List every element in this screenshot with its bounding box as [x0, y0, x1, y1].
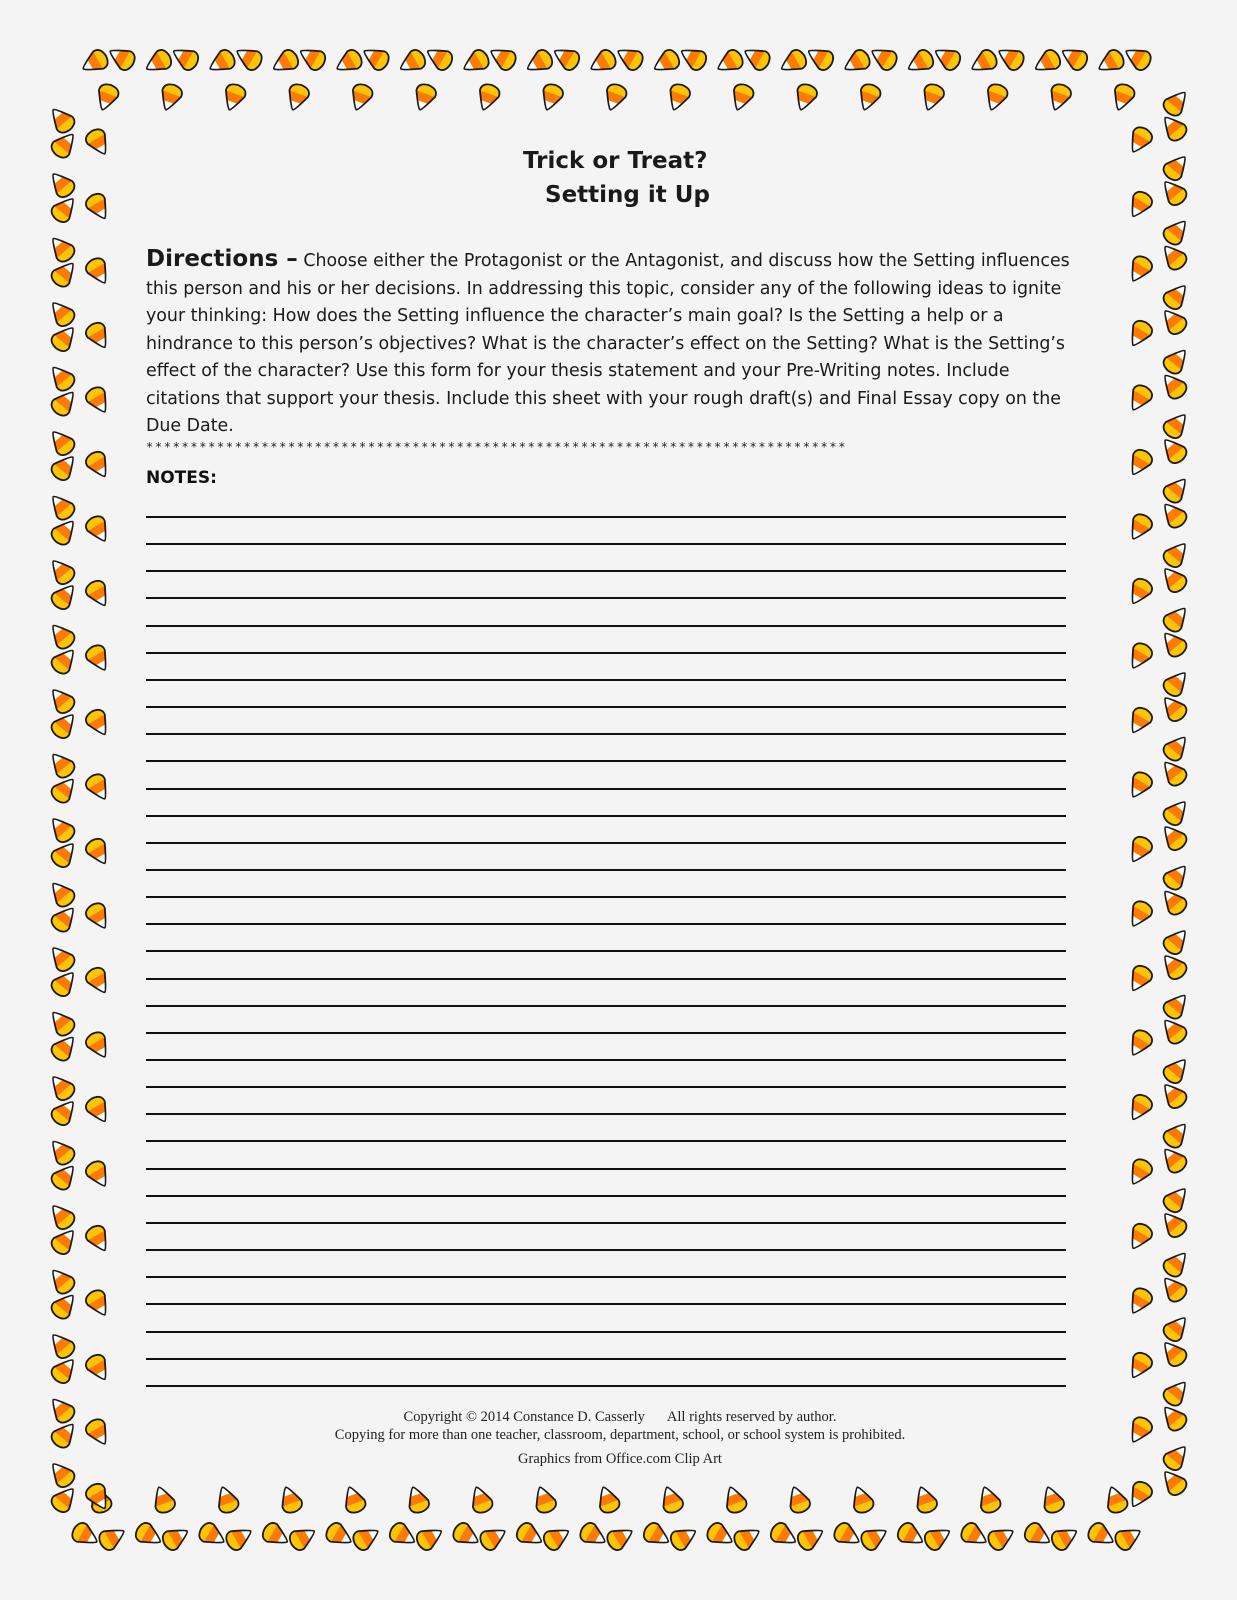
- candy-corn-icon: [78, 47, 111, 77]
- ruled-line: [146, 1222, 1066, 1224]
- rights-text: All rights reserved by author.: [666, 1409, 837, 1425]
- candy-corn-icon: [46, 555, 78, 588]
- candy-corn-icon: [48, 1225, 80, 1258]
- candy-corn-icon: [48, 1483, 80, 1516]
- candy-corn-icon: [1158, 885, 1190, 918]
- ruled-line: [146, 978, 1066, 980]
- candy-corn-icon: [958, 1520, 991, 1550]
- candy-corn-icon: [46, 103, 78, 136]
- candy-corn-icon: [423, 43, 456, 73]
- candy-corn-icon: [1158, 111, 1190, 144]
- candy-corn-icon: [1158, 1208, 1190, 1241]
- candy-corn-icon: [867, 43, 900, 73]
- ruled-line: [146, 1168, 1066, 1170]
- candy-corn-icon: [848, 1484, 876, 1515]
- candy-corn-icon: [387, 1520, 420, 1550]
- candy-corn-icon: [895, 1520, 928, 1550]
- candy-corn-icon: [48, 386, 80, 419]
- directions-paragraph: [146, 246, 1076, 441]
- candy-corn-icon: [919, 82, 947, 113]
- candy-corn-icon: [1125, 1350, 1155, 1383]
- candy-corn-icon: [792, 82, 820, 113]
- candy-corn-icon: [1160, 86, 1192, 119]
- candy-corn-icon: [658, 1484, 686, 1515]
- candy-corn-icon: [83, 965, 113, 998]
- candy-corn-icon: [1125, 124, 1155, 157]
- candy-corn-icon: [46, 684, 78, 717]
- candy-corn-icon: [93, 82, 121, 113]
- ruled-line: [146, 1331, 1066, 1333]
- candy-corn-icon: [48, 773, 80, 806]
- candy-corn-icon: [1125, 1414, 1155, 1447]
- candy-corn-icon: [83, 191, 113, 224]
- candy-corn-icon: [1125, 1479, 1155, 1512]
- candy-corn-icon: [1158, 821, 1190, 854]
- ruled-line: [146, 679, 1066, 681]
- candy-corn-icon: [323, 1520, 356, 1550]
- candy-corn-icon: [86, 1484, 114, 1515]
- candy-corn-icon: [277, 1484, 305, 1515]
- candy-corn-icon: [1158, 369, 1190, 402]
- candy-corn-icon: [169, 43, 202, 73]
- candy-corn-icon: [459, 47, 492, 77]
- copyright-text: Copyright © 2014 Constance D. Casserly: [403, 1409, 645, 1425]
- candy-corn-icon: [232, 43, 265, 73]
- candy-corn-icon: [46, 1264, 78, 1297]
- candy-corn-icon: [840, 47, 873, 77]
- candy-corn-icon: [48, 967, 80, 1000]
- candy-corn-icon: [83, 1416, 113, 1449]
- worksheet-subtitle: Setting it Up: [545, 182, 710, 208]
- candy-corn-icon: [1125, 834, 1155, 867]
- candy-corn-icon: [350, 1523, 383, 1553]
- candy-corn-icon: [396, 47, 429, 77]
- ruled-line: [146, 1195, 1066, 1197]
- candy-corn-icon: [46, 361, 78, 394]
- graphics-credit: Graphics from Office.com Clip Art: [518, 1451, 722, 1467]
- candy-corn-icon: [83, 771, 113, 804]
- copyright-line: [200, 1409, 1040, 1426]
- candy-corn-icon: [1158, 627, 1190, 660]
- candy-corn-icon: [46, 1135, 78, 1168]
- candy-corn-icon: [777, 47, 810, 77]
- candy-corn-icon: [205, 47, 238, 77]
- candy-corn-icon: [1160, 344, 1192, 377]
- candy-corn-icon: [1160, 280, 1192, 313]
- candy-corn-icon: [650, 47, 683, 77]
- candy-corn-icon: [994, 43, 1027, 73]
- candy-corn-icon: [1125, 1027, 1155, 1060]
- candy-corn-icon: [160, 1523, 193, 1553]
- candy-corn-icon: [1125, 963, 1155, 996]
- candy-corn-icon: [1160, 409, 1192, 442]
- candy-corn-icon: [48, 644, 80, 677]
- candy-corn-icon: [931, 43, 964, 73]
- candy-corn-icon: [1160, 602, 1192, 635]
- ruled-line: [146, 1140, 1066, 1142]
- candy-corn-icon: [150, 1484, 178, 1515]
- candy-corn-icon: [48, 1354, 80, 1387]
- candy-corn-icon: [1158, 1143, 1190, 1176]
- candy-corn-icon: [1160, 667, 1192, 700]
- candy-corn-icon: [1160, 925, 1192, 958]
- candy-corn-icon: [213, 1484, 241, 1515]
- candy-corn-icon: [1125, 1156, 1155, 1189]
- candy-corn-icon: [46, 1200, 78, 1233]
- candy-corn-icon: [133, 1520, 166, 1550]
- candy-corn-icon: [641, 1520, 674, 1550]
- candy-corn-icon: [531, 1484, 559, 1515]
- candy-corn-icon: [982, 82, 1010, 113]
- candy-corn-icon: [83, 513, 113, 546]
- candy-corn-icon: [46, 232, 78, 265]
- candy-corn-icon: [359, 43, 392, 73]
- candy-corn-icon: [613, 43, 646, 73]
- candy-corn-icon: [728, 82, 756, 113]
- candy-corn-icon: [855, 82, 883, 113]
- candy-corn-icon: [1125, 447, 1155, 480]
- candy-corn-icon: [1125, 898, 1155, 931]
- candy-corn-icon: [550, 43, 583, 73]
- candy-corn-icon: [1125, 189, 1155, 222]
- ruled-line: [146, 597, 1066, 599]
- candy-corn-icon: [1125, 253, 1155, 286]
- candy-corn-icon: [196, 1520, 229, 1550]
- candy-corn-icon: [83, 1094, 113, 1127]
- candy-corn-icon: [411, 82, 439, 113]
- candy-corn-icon: [83, 320, 113, 353]
- ruled-line: [146, 1249, 1066, 1251]
- ruled-line: [146, 760, 1066, 762]
- candy-corn-icon: [46, 1006, 78, 1039]
- candy-corn-icon: [83, 578, 113, 611]
- candy-corn-icon: [967, 47, 1000, 77]
- candy-corn-icon: [1094, 47, 1127, 77]
- candy-corn-icon: [1125, 1221, 1155, 1254]
- candy-corn-icon: [1125, 318, 1155, 351]
- candy-corn-icon: [541, 1523, 574, 1553]
- asterisk-divider: *******************************************************************************: [146, 440, 848, 454]
- candy-corn-icon: [1160, 151, 1192, 184]
- candy-corn-icon: [1160, 538, 1192, 571]
- candy-corn-icon: [1112, 1523, 1145, 1553]
- candy-corn-icon: [785, 1484, 813, 1515]
- ruled-line: [146, 516, 1066, 518]
- candy-corn-icon: [83, 126, 113, 159]
- candy-corn-icon: [1109, 82, 1137, 113]
- candy-corn-icon: [1125, 511, 1155, 544]
- ruled-line: [146, 1303, 1066, 1305]
- candy-corn-icon: [48, 902, 80, 935]
- worksheet-title: Trick or Treat?: [523, 148, 708, 174]
- directions-text: Choose either the Protagonist or the Antagonist, and discuss how the Setting influences this person and his or her decisions. In addressing this topic, consider any of the following ideas to ignite your thinking: How does the Setting influence the character’s main goal? Is the Setting a help or a hindrance to this person’s objectives? What is the character’s effect on the Setting? What is the Setting’s effect of the character? Use this form for your thesis statement and your Pre-Writing notes. Include citations that support your thesis. Include this sheet with your rough draft(s) and Final Essay copy on the Due Date.: [146, 251, 1070, 436]
- candy-corn-icon: [1160, 796, 1192, 829]
- candy-corn-icon: [514, 1520, 547, 1550]
- candy-corn-icon: [486, 43, 519, 73]
- candy-corn-icon: [48, 580, 80, 613]
- candy-corn-icon: [46, 748, 78, 781]
- candy-corn-icon: [296, 43, 329, 73]
- candy-corn-icon: [83, 707, 113, 740]
- candy-corn-icon: [414, 1523, 447, 1553]
- candy-corn-icon: [83, 900, 113, 933]
- candy-corn-icon: [48, 257, 80, 290]
- candy-corn-icon: [1160, 473, 1192, 506]
- candy-corn-icon: [1158, 950, 1190, 983]
- candy-corn-icon: [220, 82, 248, 113]
- candy-corn-icon: [260, 1520, 293, 1550]
- candy-corn-icon: [1158, 756, 1190, 789]
- candy-corn-icon: [1158, 1272, 1190, 1305]
- directions-label: Directions –: [146, 246, 298, 272]
- candy-corn-icon: [1085, 1520, 1118, 1550]
- candy-corn-icon: [46, 1071, 78, 1104]
- candy-corn-icon: [1158, 498, 1190, 531]
- candy-corn-icon: [69, 1520, 102, 1550]
- candy-corn-icon: [1158, 240, 1190, 273]
- ruled-line: [146, 570, 1066, 572]
- candy-corn-icon: [157, 82, 185, 113]
- candy-corn-icon: [601, 82, 629, 113]
- candy-corn-icon: [46, 168, 78, 201]
- candy-corn-icon: [586, 47, 619, 77]
- candy-corn-icon: [1125, 382, 1155, 415]
- candy-corn-icon: [48, 838, 80, 871]
- candy-corn-icon: [332, 47, 365, 77]
- ruled-line: [146, 1005, 1066, 1007]
- candy-corn-icon: [985, 1523, 1018, 1553]
- candy-corn-icon: [1039, 1484, 1067, 1515]
- candy-corn-icon: [975, 1484, 1003, 1515]
- candy-corn-icon: [1158, 1466, 1190, 1499]
- candy-corn-icon: [1160, 1054, 1192, 1087]
- ruled-line: [146, 543, 1066, 545]
- ruled-line: [146, 788, 1066, 790]
- ruled-line: [146, 815, 1066, 817]
- ruled-line: [146, 625, 1066, 627]
- candy-corn-icon: [1160, 1183, 1192, 1216]
- candy-corn-icon: [83, 642, 113, 675]
- candy-corn-icon: [83, 1029, 113, 1062]
- candy-corn-icon: [48, 1160, 80, 1193]
- candy-corn-icon: [1158, 176, 1190, 209]
- ruled-line: [146, 896, 1066, 898]
- candy-corn-icon: [48, 1096, 80, 1129]
- candy-corn-icon: [105, 43, 138, 73]
- candy-corn-icon: [1046, 82, 1074, 113]
- notes-label: NOTES:: [146, 468, 217, 488]
- candy-corn-icon: [83, 449, 113, 482]
- ruled-line: [146, 1059, 1066, 1061]
- candy-corn-icon: [731, 1523, 764, 1553]
- candy-corn-icon: [1049, 1523, 1082, 1553]
- candy-corn-icon: [1160, 1247, 1192, 1280]
- candy-corn-icon: [48, 128, 80, 161]
- candy-corn-icon: [1158, 1401, 1190, 1434]
- candy-corn-icon: [1158, 1079, 1190, 1112]
- candy-corn-icon: [347, 82, 375, 113]
- candy-corn-icon: [46, 877, 78, 910]
- candy-corn-icon: [287, 1523, 320, 1553]
- candy-corn-icon: [1158, 692, 1190, 725]
- candy-corn-icon: [713, 47, 746, 77]
- candy-corn-icon: [538, 82, 566, 113]
- candy-corn-icon: [46, 1458, 78, 1491]
- ruled-line: [146, 1113, 1066, 1115]
- candy-corn-icon: [48, 515, 80, 548]
- candy-corn-icon: [1125, 1285, 1155, 1318]
- candy-corn-icon: [721, 1484, 749, 1515]
- candy-corn-icon: [768, 1520, 801, 1550]
- ruled-line: [146, 1086, 1066, 1088]
- candy-corn-icon: [1058, 43, 1091, 73]
- candy-corn-icon: [1160, 989, 1192, 1022]
- candy-corn-icon: [450, 1520, 483, 1550]
- candy-corn-icon: [96, 1523, 129, 1553]
- candy-corn-icon: [48, 709, 80, 742]
- candy-corn-icon: [912, 1484, 940, 1515]
- candy-corn-icon: [1102, 1484, 1130, 1515]
- candy-corn-icon: [577, 1520, 610, 1550]
- candy-corn-icon: [477, 1523, 510, 1553]
- candy-corn-icon: [1125, 640, 1155, 673]
- candy-corn-icon: [523, 47, 556, 77]
- candy-corn-icon: [340, 1484, 368, 1515]
- candy-corn-icon: [922, 1523, 955, 1553]
- ruled-line: [146, 950, 1066, 952]
- candy-corn-icon: [48, 1031, 80, 1064]
- candy-corn-icon: [48, 193, 80, 226]
- candy-corn-icon: [48, 1289, 80, 1322]
- candy-corn-icon: [1158, 305, 1190, 338]
- candy-corn-icon: [1121, 43, 1154, 73]
- candy-corn-icon: [1160, 731, 1192, 764]
- candy-corn-icon: [83, 1223, 113, 1256]
- candy-corn-icon: [284, 82, 312, 113]
- candy-corn-icon: [1125, 1092, 1155, 1125]
- copying-notice: Copying for more than one teacher, classroom, department, school, or school system is prohibited.: [334, 1427, 906, 1443]
- candy-corn-icon: [1160, 1118, 1192, 1151]
- candy-corn-icon: [46, 1329, 78, 1362]
- candy-corn-icon: [46, 813, 78, 846]
- candy-corn-icon: [1160, 860, 1192, 893]
- candy-corn-icon: [48, 1418, 80, 1451]
- candy-corn-icon: [704, 1520, 737, 1550]
- candy-corn-icon: [1158, 563, 1190, 596]
- candy-corn-icon: [1158, 1337, 1190, 1370]
- candy-corn-icon: [740, 43, 773, 73]
- candy-corn-icon: [1158, 1014, 1190, 1047]
- candy-corn-icon: [46, 426, 78, 459]
- candy-corn-icon: [904, 47, 937, 77]
- candy-corn-icon: [795, 1523, 828, 1553]
- candy-corn-icon: [142, 47, 175, 77]
- candy-corn-icon: [668, 1523, 701, 1553]
- ruled-line: [146, 652, 1066, 654]
- ruled-line: [146, 1358, 1066, 1360]
- candy-corn-icon: [223, 1523, 256, 1553]
- ruled-line: [146, 1032, 1066, 1034]
- ruled-line: [146, 1385, 1066, 1387]
- candy-corn-icon: [604, 1523, 637, 1553]
- candy-corn-icon: [83, 836, 113, 869]
- candy-corn-icon: [1125, 576, 1155, 609]
- candy-corn-icon: [1158, 434, 1190, 467]
- candy-corn-icon: [858, 1523, 891, 1553]
- candy-corn-icon: [1022, 1520, 1055, 1550]
- candy-corn-icon: [467, 1484, 495, 1515]
- candy-corn-icon: [83, 1158, 113, 1191]
- candy-corn-icon: [46, 297, 78, 330]
- ruled-line: [146, 733, 1066, 735]
- candy-corn-icon: [48, 451, 80, 484]
- candy-corn-icon: [1160, 1441, 1192, 1474]
- candy-corn-icon: [83, 1481, 113, 1514]
- candy-corn-icon: [83, 1287, 113, 1320]
- candy-corn-icon: [46, 619, 78, 652]
- candy-corn-icon: [1160, 1312, 1192, 1345]
- candy-corn-icon: [1160, 1376, 1192, 1409]
- ruled-line: [146, 842, 1066, 844]
- candy-corn-icon: [46, 942, 78, 975]
- candy-corn-icon: [404, 1484, 432, 1515]
- candy-corn-icon: [1160, 215, 1192, 248]
- candy-corn-icon: [48, 322, 80, 355]
- candy-corn-icon: [594, 1484, 622, 1515]
- candy-corn-icon: [46, 490, 78, 523]
- candy-corn-icon: [1125, 705, 1155, 738]
- candy-corn-icon: [1125, 769, 1155, 802]
- candy-corn-icon: [677, 43, 710, 73]
- ruled-line: [146, 706, 1066, 708]
- candy-corn-icon: [83, 255, 113, 288]
- ruled-line: [146, 869, 1066, 871]
- candy-corn-icon: [831, 1520, 864, 1550]
- candy-corn-icon: [83, 1352, 113, 1385]
- candy-corn-icon: [1031, 47, 1064, 77]
- candy-corn-icon: [46, 1393, 78, 1426]
- candy-corn-icon: [83, 384, 113, 417]
- candy-corn-icon: [269, 47, 302, 77]
- ruled-line: [146, 923, 1066, 925]
- ruled-line: [146, 1276, 1066, 1278]
- candy-corn-icon: [474, 82, 502, 113]
- candy-corn-icon: [804, 43, 837, 73]
- candy-corn-icon: [665, 82, 693, 113]
